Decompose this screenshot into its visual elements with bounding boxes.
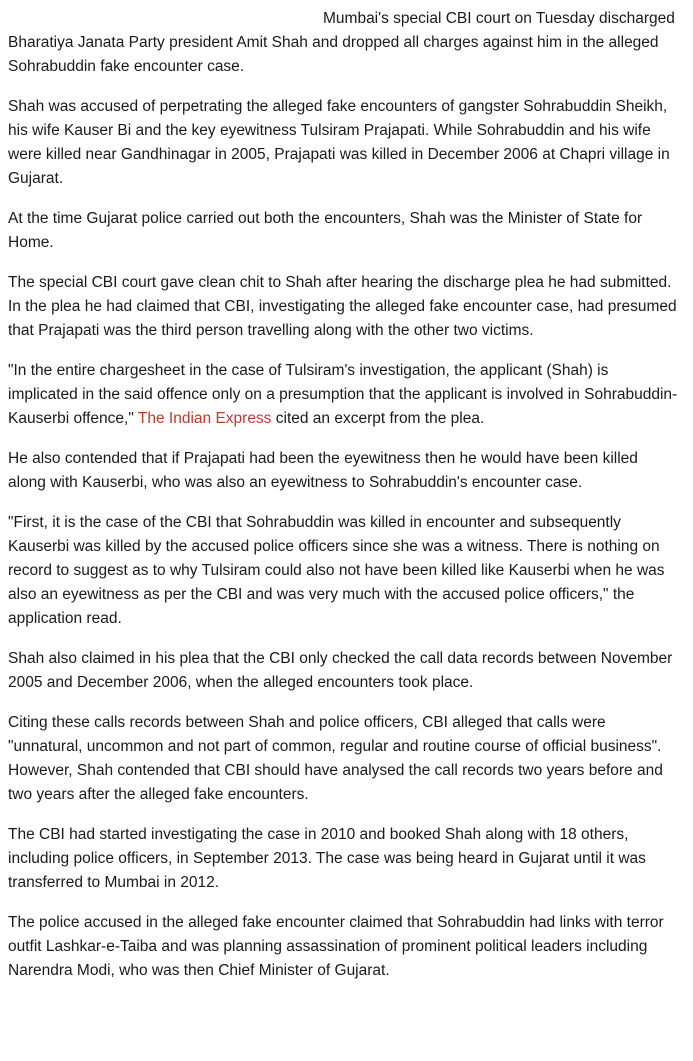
paragraph-4: The special CBI court gave clean chit to Shah after hearing the discharge plea he had submitted. In the plea he had claimed that CBI, investigating the alleged fake encounter case, had presumed that Prajapati was the third person travelling along with the other two victims.	[8, 274, 677, 339]
paragraph-5-quote: "In the entire chargesheet in the case of Tulsiram's investigation, the applicant (Shah) is implicated in the said offence only on a presumption that the applicant is involved in Sohrabuddin-Kauserbi offence,"	[8, 362, 678, 427]
paragraph-10: The CBI had started investigating the case in 2010 and booked Shah along with 18 others, including police officers, in September 2013. The case was being heard in Gujarat until it was transferred to Mumbai in 2012.	[8, 826, 646, 891]
paragraph-5	[8, 359, 678, 431]
paragraph-lead	[8, 7, 678, 79]
paragraph-3: At the time Gujarat police carried out both the encounters, Shah was the Minister of State for Home.	[8, 210, 643, 251]
paragraph-11: The police accused in the alleged fake encounter claimed that Sohrabuddin had links with terror outfit Lashkar-e-Taiba and was planning assassination of prominent political leaders including Narendra Modi, who was then Chief Minister of Gujarat.	[8, 914, 664, 979]
paragraph-6: He also contended that if Prajapati had been the eyewitness then he would have been killed along with Kauserbi, who was also an eyewitness to Sohrabuddin's encounter case.	[8, 450, 638, 491]
paragraph-9: Citing these calls records between Shah and police officers, CBI alleged that calls were "unnatural, uncommon and not part of common, regular and routine course of official business". However, Shah contended that CBI should have analysed the call records two years before and two years after the alleged fake encounters.	[8, 714, 663, 803]
indian-express-link[interactable]: The Indian Express	[137, 410, 272, 427]
paragraph-8: Shah also claimed in his plea that the CBI only checked the call data records between November 2005 and December 2006, when the alleged encounters took place.	[8, 650, 673, 691]
paragraph-lead-text: Mumbai's special CBI court on Tuesday discharged Bharatiya Janata Party president Amit Shah and dropped all charges against him in the alleged Sohrabuddin fake encounter case.	[8, 10, 675, 75]
paragraph-7: "First, it is the case of the CBI that Sohrabuddin was killed in encounter and subsequently Kauserbi was killed by the accused police officers since she was a witness. There is nothing on record to suggest as to why Tulsiram could also not have been killed like Kauserbi when he was also an eyewitness as per the CBI and was very much with the accused police officers," the application read.	[8, 514, 665, 627]
paragraph-5-tail: cited an excerpt from the plea.	[271, 410, 485, 427]
paragraph-2: Shah was accused of perpetrating the alleged fake encounters of gangster Sohrabuddin Sheikh, his wife Kauser Bi and the key eyewitness Tulsiram Prajapati. While Sohrabuddin and his wife were killed near Gandhinagar in 2005, Prajapati was killed in December 2006 at Chapri village in Gujarat.	[8, 98, 670, 187]
